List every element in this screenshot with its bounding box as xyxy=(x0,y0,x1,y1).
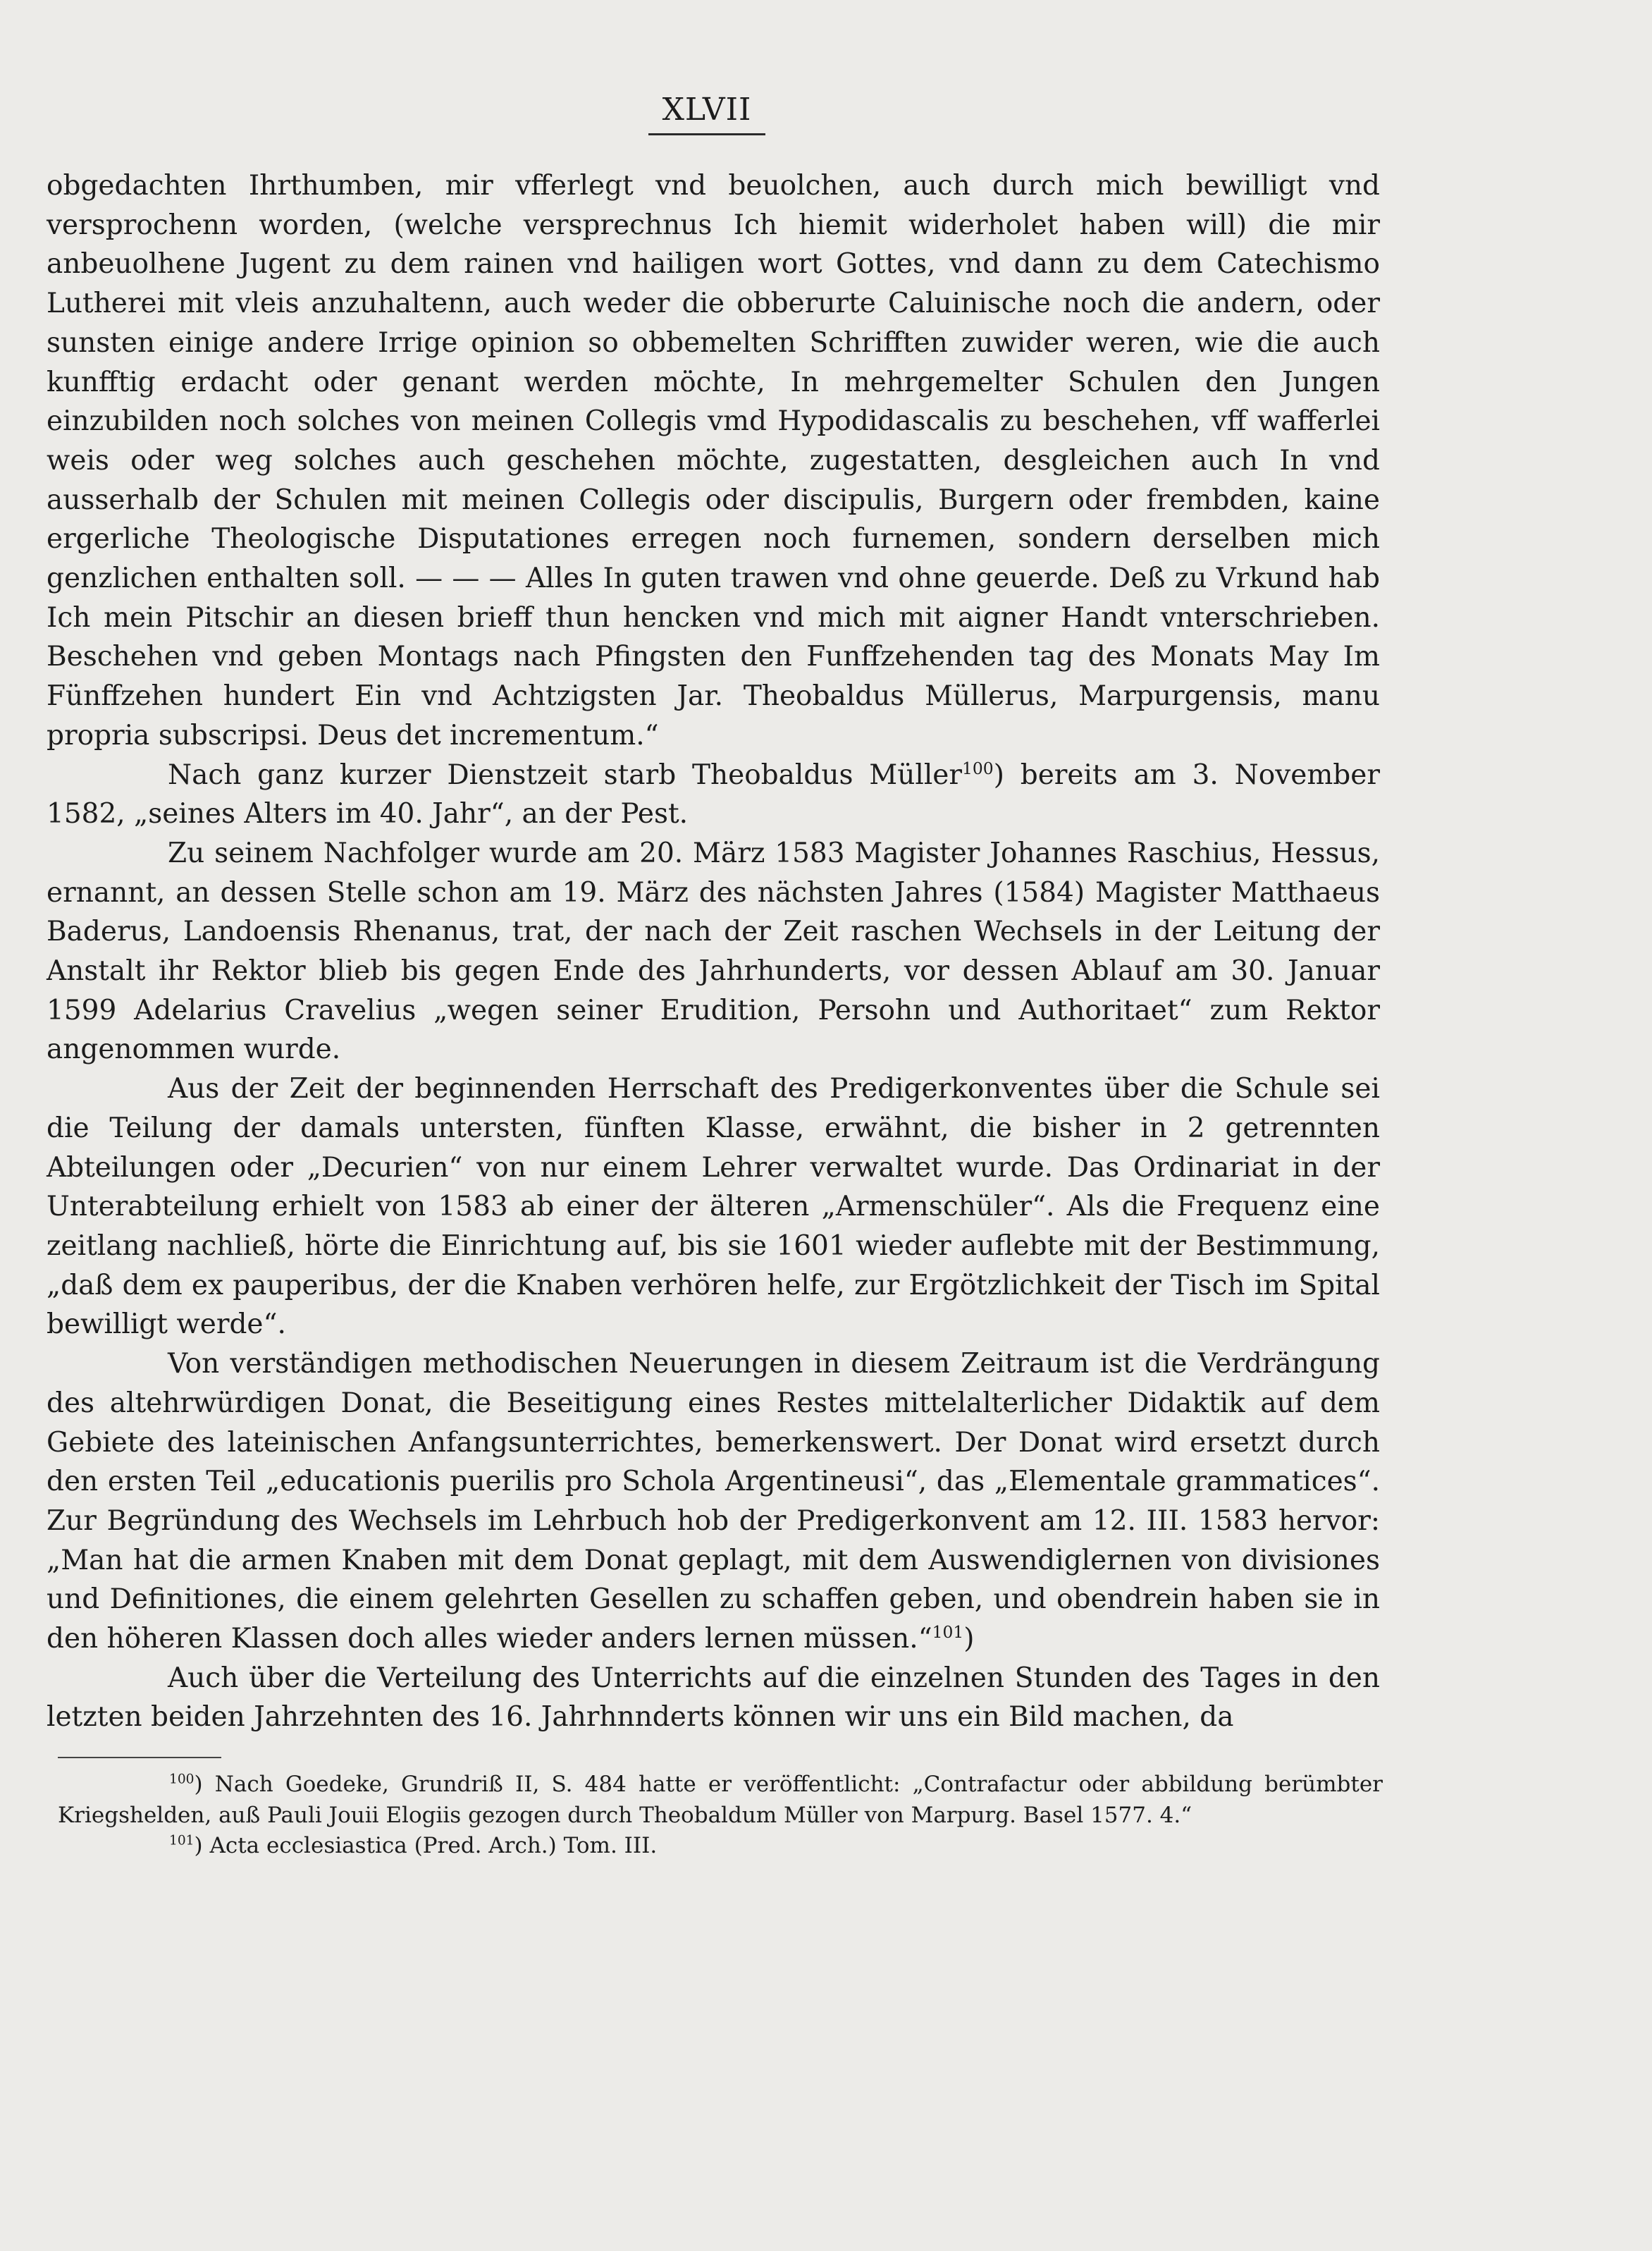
footnote-ref-100: 100 xyxy=(962,758,994,778)
footnote-101 xyxy=(58,1831,1383,1862)
paragraph-3-text: Zu seinem Nachfolger wurde am 20. März 1583 Magister Johannes Raschius, Hessus, ernannt, an dessen Stelle schon am 19. März des nächsten Jahres (1584) Magister Matthaeus Baderus, Landoensis Rhenanus, trat, der nach der Zeit raschen Wechsels in der Leitung der Anstalt ihr Rektor blieb bis gegen Ende des Jahrhunderts, vor dessen Ablauf am 30. Januar 1599 Adelarius Cravelius „wegen seiner Erudition, Persohn und Authoritaet“ zum Rektor angenommen wurde. xyxy=(47,837,1380,1066)
paragraph-5-text-cont: ) xyxy=(963,1623,975,1655)
footnote-mark-101: 101 xyxy=(169,1833,195,1848)
paragraph-2-text-cont: ) bereits am 3. November 1582, „seines Alters im 40. Jahr“, an der Pest. xyxy=(47,759,1380,830)
paragraph-6 xyxy=(47,1659,1380,1737)
paragraph-1 xyxy=(47,166,1380,756)
paragraph-4-text: Aus der Zeit der beginnenden Herrschaft des Predigerkonventes über die Schule sei die Teilung der damals untersten, fünften Klasse, erwähnt, die bisher in 2 getrennten Abteilungen oder „Decurien“ von nur einem Lehrer verwaltet wurde. Das Ordinariat in der Unterabteilung erhielt von 1583 ab einer der älteren „Armenschüler“. Als die Frequenz eine zeitlang nachließ, hörte die Einrichtung auf, bis sie 1601 wieder auflebte mit der Bestimmung, „daß dem ex pauperibus, der die Knaben verhören helfe, zur Ergötzlichkeit der Tisch im Spital bewilligt werde“. xyxy=(47,1073,1380,1341)
footnote-100-text: ) Nach Goedeke, Grundriß II, S. 484 hatte er veröffentlicht: „Contrafactur oder abbildung berümbter Kriegshelden, auß Pauli Jouii Elogiis gezogen durch Theobaldum Müller von Marpurg. Basel 1577. 4.“ xyxy=(58,1772,1383,1828)
footnote-mark-100: 100 xyxy=(169,1772,195,1787)
main-text xyxy=(47,166,1380,1737)
paragraph-2-text: Nach ganz kurzer Dienstzeit starb Theobaldus Müller xyxy=(168,759,963,791)
paragraph-3 xyxy=(47,834,1380,1069)
footnote-divider xyxy=(58,1757,221,1758)
paragraph-6-text: Auch über die Verteilung des Unterrichts auf die einzelnen Stunden des Tages in den letzten beiden Jahrzehnten des 16. Jahrhnnderts können wir uns ein Bild machen, da xyxy=(47,1662,1380,1734)
footnote-100 xyxy=(58,1769,1383,1831)
paragraph-5 xyxy=(47,1344,1380,1659)
footnote-101-text: ) Acta ecclesiastica (Pred. Arch.) Tom. III. xyxy=(194,1833,658,1858)
footnote-ref-101: 101 xyxy=(932,1622,964,1643)
paragraph-1-text: obgedachten Ihrthumben, mir vfferlegt vnd beuolchen, auch durch mich bewilligt vnd versprochenn worden, (welche versprechnus Ich hiemit widerholet haben will) die mir anbeuolhene Jugent zu dem rainen vnd hailigen wort Gottes, vnd dann zu dem Catechismo Lutherei mit vleis anzuhaltenn, auch weder die obberurte Caluinische noch die andern, oder sunsten einige andere Irrige opinion so obbemelten Schrifften zuwider weren, wie die auch kunfftig erdacht oder genant werden möchte, In mehrgemelter Schulen den Jungen einzubilden noch solches von meinen Collegis vmd Hypodidascalis zu beschehen, vff wafferlei weis oder weg solches auch geschehen möchte, zugestatten, desgleichen auch In vnd ausserhalb der Schulen mit meinen Collegis oder discipulis, Burgern oder frembden, kaine ergerliche Theologische Disputationes erregen noch furnemen, sondern derselben mich genzlichen enthalten soll. — — — Alles In guten trawen vnd ohne geuerde. Deß zu Vrkund hab Ich mein Pitschir an diesen brieff thun hencken vnd mich mit aigner Handt vnterschrieben. Beschehen vnd geben Montags nach Pfingsten den Funffzehenden tag des Monats May Im Fünffzehen hundert Ein vnd Achtzigsten Jar. Theobaldus Müllerus, Marpurgensis, manu propria subscripsi. Deus det incrementum.“ xyxy=(47,170,1380,752)
footnotes xyxy=(58,1769,1383,1862)
paragraph-2 xyxy=(47,756,1380,834)
page-number: XLVII xyxy=(648,92,765,135)
paragraph-5-text: Von verständigen methodischen Neuerungen in diesem Zeitraum ist die Verdrängung des altehrwürdigen Donat, die Beseitigung eines Restes mittelalterlicher Didaktik auf dem Gebiete des lateinischen Anfangsunterrichtes, bemerkenswert. Der Donat wird ersetzt durch den ersten Teil „educationis puerilis pro Schola Argentineusi“, das „Elementale grammatices“. Zur Begründung des Wechsels im Lehrbuch hob der Predigerkonvent am 12. III. 1583 hervor: „Man hat die armen Knaben mit dem Donat geplagt, mit dem Auswendiglernen von divisiones und Definitiones, die einem gelehrten Gesellen zu schaffen geben, und obendrein haben sie in den höheren Klassen doch alles wieder anders lernen müssen.“ xyxy=(47,1348,1380,1655)
paragraph-4 xyxy=(47,1069,1380,1344)
